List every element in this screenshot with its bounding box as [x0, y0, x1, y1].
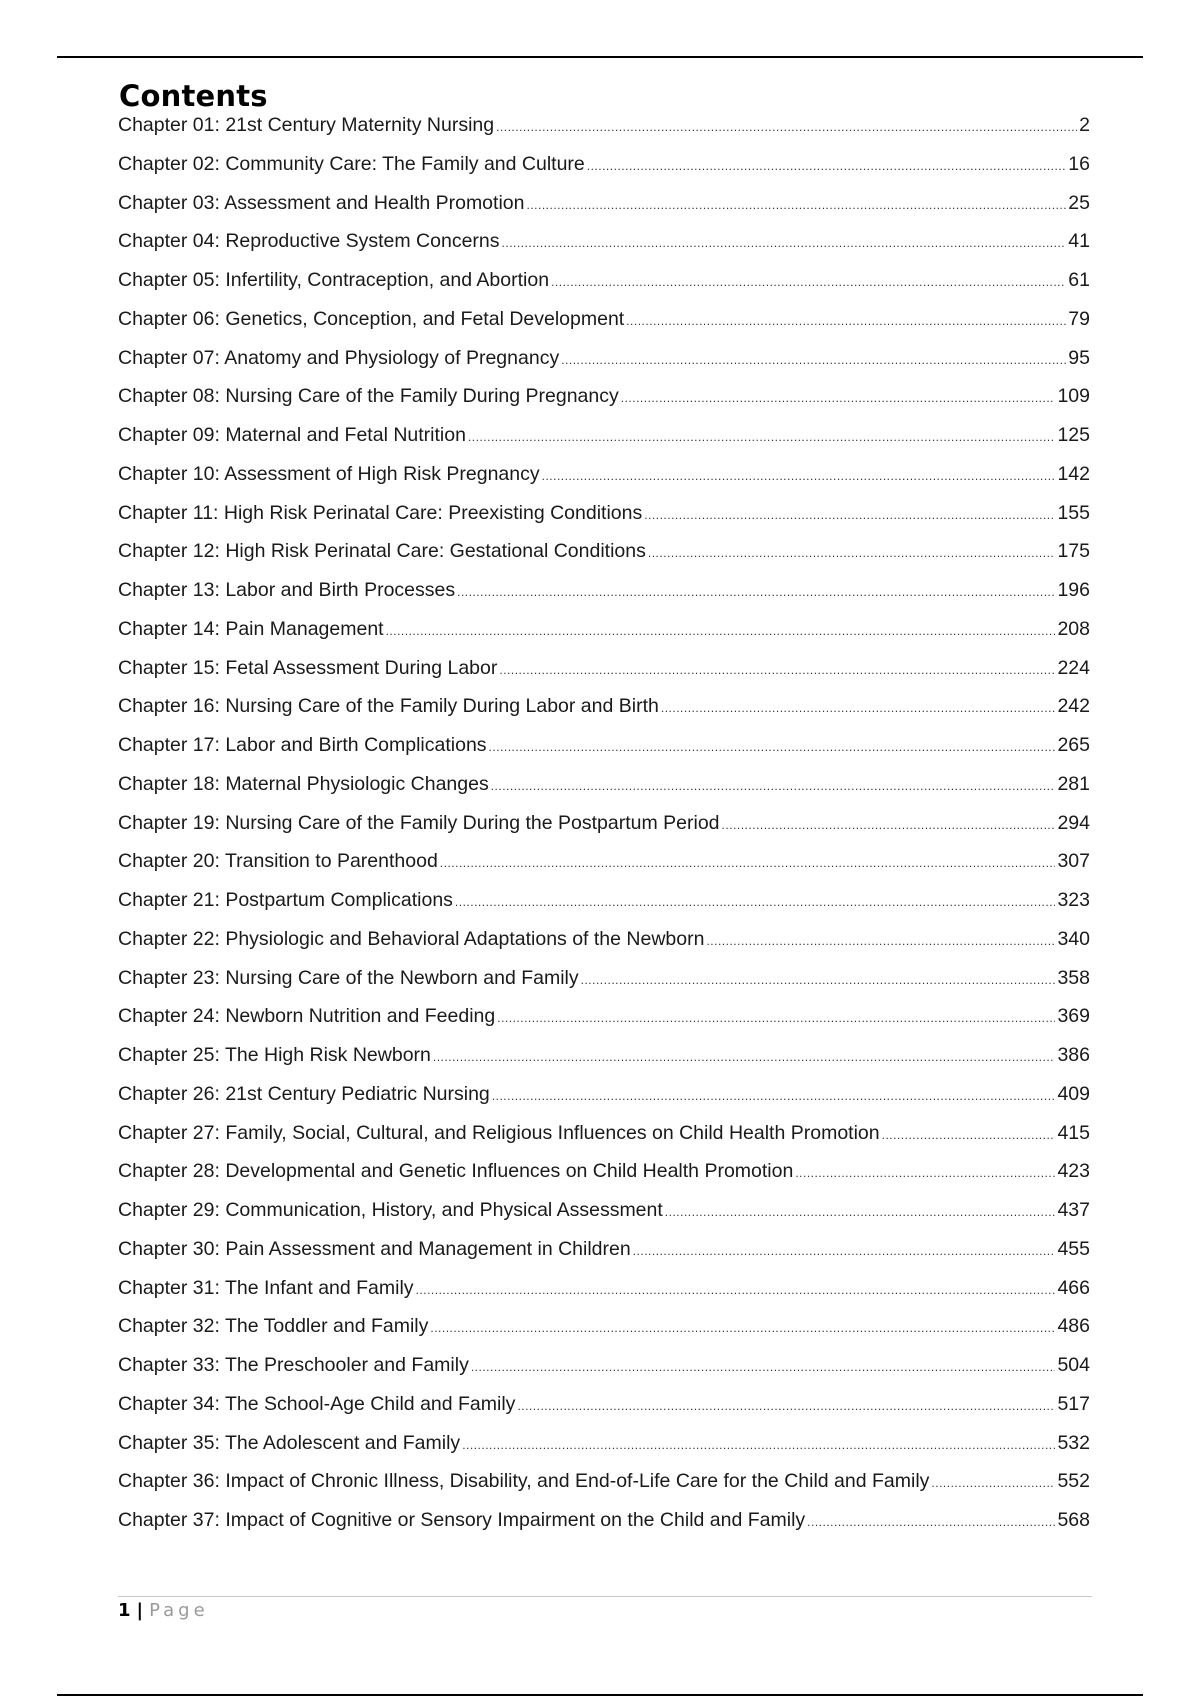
toc-entry-title: Chapter 12: High Risk Perinatal Care: Gestational Conditions: [118, 540, 646, 563]
toc-entry-page-number: 208: [1057, 617, 1090, 640]
toc-entry-page-number: 142: [1057, 462, 1090, 485]
dot-leader: [648, 547, 1056, 559]
toc-entry-page-number: 466: [1057, 1276, 1090, 1299]
toc-entry-title: Chapter 13: Labor and Birth Processes: [118, 579, 456, 601]
toc-entry[interactable]: [118, 269, 1090, 308]
toc-entry-title: Chapter 15: Fetal Assessment During Labor: [118, 656, 498, 679]
dot-leader: [471, 1361, 1056, 1373]
dot-leader: [706, 935, 1055, 947]
toc-entry-title: Chapter 28: Developmental and Genetic Influences on Child Health Promotion: [118, 1160, 794, 1183]
toc-entry[interactable]: [118, 114, 1090, 153]
dot-leader: [644, 509, 1055, 521]
toc-entry[interactable]: [118, 1393, 1090, 1432]
footer-page-number: 1: [118, 1600, 131, 1621]
toc-entry-page-number: 568: [1057, 1509, 1090, 1531]
dot-leader: [499, 664, 1055, 676]
toc-entry[interactable]: [118, 153, 1090, 192]
toc-entry-title: Chapter 06: Genetics, Conception, and Fetal Development: [118, 307, 625, 330]
toc-entry-title: Chapter 17: Labor and Birth Complications: [118, 734, 487, 756]
dot-leader: [665, 1206, 1056, 1218]
toc-entry-title: Chapter 02: Community Care: The Family and Culture: [118, 152, 585, 175]
toc-entry-page-number: 125: [1057, 424, 1090, 446]
dot-leader: [526, 199, 1066, 211]
toc-entry-page-number: 95: [1068, 346, 1090, 369]
toc-entry-title: Chapter 31: The Infant and Family: [118, 1276, 414, 1299]
toc-entry[interactable]: [118, 812, 1090, 851]
toc-entry-title: Chapter 27: Family, Social, Cultural, and Religious Influences on Child Health Promotion: [118, 1121, 880, 1144]
toc-entry-page-number: 196: [1057, 579, 1090, 601]
toc-entry[interactable]: [118, 657, 1090, 696]
toc-entry-page-number: 340: [1057, 927, 1090, 950]
toc-entry[interactable]: [118, 308, 1090, 347]
toc-entry-page-number: 386: [1057, 1044, 1090, 1066]
dot-leader: [440, 857, 1056, 869]
toc-entry[interactable]: [118, 1238, 1090, 1277]
dot-leader: [386, 625, 1056, 637]
toc-entry-title: Chapter 24: Newborn Nutrition and Feeding: [118, 1005, 496, 1028]
dot-leader: [633, 1245, 1056, 1257]
toc-entry-page-number: 486: [1057, 1315, 1090, 1338]
dot-leader: [416, 1284, 1056, 1296]
dot-leader: [551, 276, 1066, 288]
toc-entry[interactable]: [118, 347, 1090, 386]
toc-entry[interactable]: [118, 734, 1090, 773]
toc-entry-title: Chapter 22: Physiologic and Behavioral Adaptations of the Newborn: [118, 927, 705, 950]
toc-entry-title: Chapter 14: Pain Management: [118, 617, 384, 640]
dot-leader: [561, 354, 1066, 366]
toc-entry[interactable]: [118, 695, 1090, 734]
toc-entry[interactable]: [118, 1432, 1090, 1471]
toc-entry[interactable]: [118, 1005, 1090, 1044]
toc-entry-title: Chapter 19: Nursing Care of the Family During the Postpartum Period: [118, 811, 720, 834]
toc-entry-page-number: 552: [1057, 1470, 1090, 1493]
dot-leader: [462, 1439, 1055, 1451]
toc-entry-page-number: 517: [1057, 1392, 1090, 1415]
dot-leader: [621, 392, 1056, 404]
toc-entry-page-number: 409: [1057, 1082, 1090, 1105]
toc-entry[interactable]: [118, 502, 1090, 541]
toc-entry-page-number: 79: [1068, 307, 1090, 330]
dot-leader: [491, 780, 1056, 792]
toc-entry-page-number: 41: [1068, 230, 1090, 253]
dot-leader: [807, 1516, 1055, 1528]
toc-entry-title: Chapter 21: Postpartum Complications: [118, 889, 453, 911]
toc-entry-title: Chapter 35: The Adolescent and Family: [118, 1431, 461, 1454]
dot-leader: [795, 1167, 1055, 1179]
toc-entry-page-number: 16: [1068, 152, 1090, 175]
toc-entry[interactable]: [118, 1470, 1090, 1509]
toc-entry-title: Chapter 07: Anatomy and Physiology of Pregnancy: [118, 346, 560, 369]
toc-entry[interactable]: [118, 1083, 1090, 1122]
toc-entry-title: Chapter 37: Impact of Cognitive or Sensory Impairment on the Child and Family: [118, 1509, 806, 1531]
toc-entry[interactable]: [118, 230, 1090, 269]
toc-entry-page-number: 415: [1057, 1121, 1090, 1144]
toc-entry[interactable]: [118, 463, 1090, 502]
toc-entry[interactable]: [118, 1509, 1090, 1548]
toc-entry-title: Chapter 30: Pain Assessment and Management in Children: [118, 1237, 631, 1260]
dot-leader: [542, 470, 1056, 482]
toc-entry-title: Chapter 23: Nursing Care of the Newborn and Family: [118, 966, 579, 989]
toc-entry-title: Chapter 04: Reproductive System Concerns: [118, 230, 500, 253]
toc-entry-page-number: 224: [1057, 656, 1090, 679]
footer-separator: |: [136, 1600, 144, 1621]
toc-entry[interactable]: [118, 192, 1090, 231]
toc-entry[interactable]: [118, 1044, 1090, 1083]
toc-entry-page-number: 109: [1057, 385, 1090, 408]
dot-leader: [502, 237, 1067, 249]
dot-leader: [517, 1400, 1055, 1412]
toc-entry-title: Chapter 01: 21st Century Maternity Nursing: [118, 114, 495, 136]
dot-leader: [626, 315, 1066, 327]
dot-leader: [661, 702, 1056, 714]
toc-entry-page-number: 155: [1057, 501, 1090, 524]
toc-entry-page-number: 242: [1057, 695, 1090, 718]
toc-entry-title: Chapter 34: The School-Age Child and Family: [118, 1392, 516, 1415]
toc-entry-title: Chapter 25: The High Risk Newborn: [118, 1044, 431, 1066]
toc-entry-title: Chapter 36: Impact of Chronic Illness, Disability, and End-of-Life Care for the Child and Family: [118, 1470, 930, 1493]
toc-entry-page-number: 532: [1057, 1431, 1090, 1454]
toc-entry[interactable]: [118, 579, 1090, 618]
toc-entry-page-number: 369: [1057, 1005, 1090, 1028]
toc-entry-page-number: 2: [1079, 114, 1090, 136]
toc-entry-title: Chapter 05: Infertility, Contraception, and Abortion: [118, 269, 550, 291]
toc-entry-title: Chapter 10: Assessment of High Risk Pregnancy: [118, 462, 540, 485]
toc-entry-title: Chapter 11: High Risk Perinatal Care: Preexisting Conditions: [118, 501, 643, 524]
dot-leader: [457, 586, 1055, 598]
toc-entry-title: Chapter 32: The Toddler and Family: [118, 1315, 429, 1338]
toc-entry-page-number: 437: [1057, 1199, 1090, 1221]
toc-entry-title: Chapter 26: 21st Century Pediatric Nursing: [118, 1082, 490, 1105]
dot-leader: [581, 974, 1056, 986]
toc-entry-page-number: 358: [1057, 966, 1090, 989]
toc-entry-page-number: 61: [1068, 269, 1090, 291]
contents-heading: Contents: [119, 79, 268, 114]
toc-entry-title: Chapter 08: Nursing Care of the Family During Pregnancy: [118, 385, 619, 408]
toc-entry[interactable]: [118, 773, 1090, 812]
dot-leader: [433, 1051, 1056, 1063]
dot-leader: [497, 1012, 1055, 1024]
toc-entry[interactable]: [118, 1122, 1090, 1161]
toc-entry[interactable]: [118, 850, 1090, 889]
toc-entry-title: Chapter 18: Maternal Physiologic Changes: [118, 772, 489, 795]
toc-entry-title: Chapter 20: Transition to Parenthood: [118, 850, 438, 873]
dot-leader: [722, 819, 1056, 831]
toc-entry-page-number: 307: [1057, 850, 1090, 873]
dot-leader: [931, 1477, 1055, 1489]
toc-entry[interactable]: [118, 1315, 1090, 1354]
dot-leader: [882, 1129, 1056, 1141]
footer-page-label: Page: [149, 1600, 209, 1621]
toc-entry-title: Chapter 03: Assessment and Health Promotion: [118, 191, 525, 214]
bottom-border-rule: [57, 1694, 1143, 1696]
toc-entry[interactable]: [118, 928, 1090, 967]
toc-entry[interactable]: [118, 618, 1090, 657]
dot-leader: [587, 160, 1067, 172]
toc-entry-page-number: 281: [1057, 772, 1090, 795]
toc-entry-title: Chapter 29: Communication, History, and Physical Assessment: [118, 1199, 663, 1221]
table-of-contents: [118, 114, 1090, 1548]
toc-entry[interactable]: [118, 1160, 1090, 1199]
toc-entry-page-number: 265: [1057, 734, 1090, 756]
dot-leader: [455, 896, 1056, 908]
page-footer: [118, 1600, 209, 1621]
dot-leader: [430, 1322, 1055, 1334]
toc-entry[interactable]: [118, 1277, 1090, 1316]
toc-entry-title: Chapter 33: The Preschooler and Family: [118, 1354, 469, 1376]
dot-leader: [492, 1090, 1056, 1102]
toc-entry[interactable]: [118, 967, 1090, 1006]
toc-entry-title: Chapter 16: Nursing Care of the Family During Labor and Birth: [118, 695, 659, 718]
toc-entry-page-number: 455: [1057, 1237, 1090, 1260]
toc-entry[interactable]: [118, 1199, 1090, 1238]
dot-leader: [489, 741, 1056, 753]
dot-leader: [468, 431, 1056, 443]
toc-entry-page-number: 25: [1068, 191, 1090, 214]
toc-entry-page-number: 175: [1057, 540, 1090, 563]
footer-divider: [118, 1596, 1092, 1597]
toc-entry[interactable]: [118, 1354, 1090, 1393]
toc-entry[interactable]: [118, 540, 1090, 579]
toc-entry[interactable]: [118, 889, 1090, 928]
toc-entry-title: Chapter 09: Maternal and Fetal Nutrition: [118, 424, 466, 446]
toc-entry[interactable]: [118, 385, 1090, 424]
toc-entry-page-number: 423: [1057, 1160, 1090, 1183]
top-border-rule: [57, 56, 1143, 58]
toc-entry-page-number: 294: [1057, 811, 1090, 834]
toc-entry[interactable]: [118, 424, 1090, 463]
dot-leader: [496, 121, 1077, 133]
toc-entry-page-number: 323: [1057, 889, 1090, 911]
toc-entry-page-number: 504: [1057, 1354, 1090, 1376]
